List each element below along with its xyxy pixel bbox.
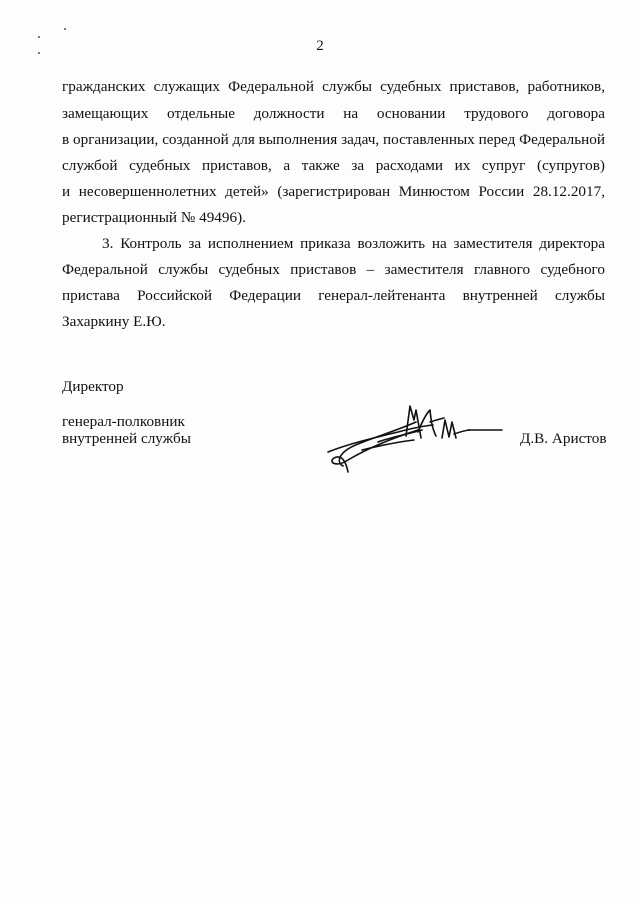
body-line: замещающих отдельные должности на основании трудового договора (62, 105, 605, 122)
scan-speck (64, 28, 66, 30)
item-3-line: Федеральной службы судебных приставов – заместителя главного судебного (62, 261, 605, 278)
item-3-line: 3. Контроль за исполнением приказа возложить на заместителя директора (102, 235, 605, 252)
page-number: 2 (316, 38, 324, 54)
signatory-rank-line-1: генерал-полковник (62, 413, 185, 430)
item-3-line: пристава Российской Федерации генерал-лейтенанта внутренней службы (62, 287, 605, 304)
signatory-name: Д.В. Аристов (520, 430, 607, 447)
item-3-line: Захаркину Е.Ю. (62, 313, 166, 330)
signatory-rank-line-2: внутренней службы (62, 430, 191, 447)
body-line: регистрационный № 49496). (62, 209, 246, 226)
body-line: службой судебных приставов, а также за расходами их супруг (супругов) (62, 157, 605, 174)
handwritten-signature (318, 392, 518, 482)
body-line: в организации, созданной для выполнения задач, поставленных перед Федеральной (62, 131, 605, 148)
body-line: гражданских служащих Федеральной службы судебных приставов, работников, (62, 78, 605, 95)
signatory-position: Директор (62, 378, 124, 395)
body-line: и несовершеннолетних детей» (зарегистрирован Минюстом России 28.12.2017, (62, 183, 605, 200)
